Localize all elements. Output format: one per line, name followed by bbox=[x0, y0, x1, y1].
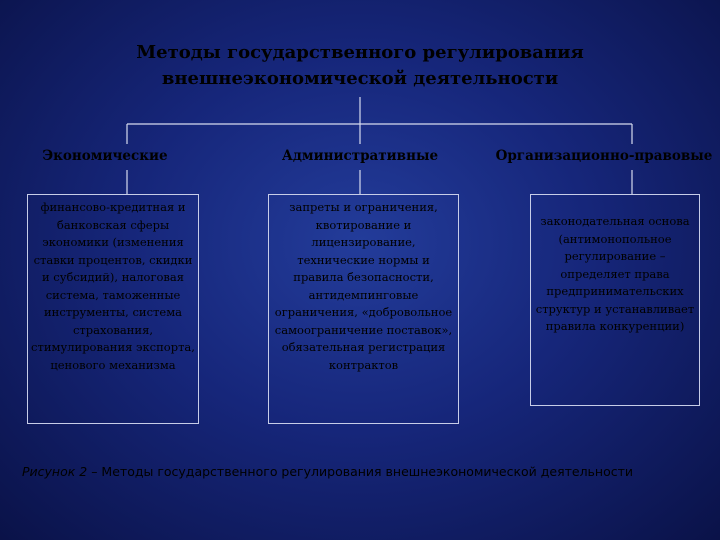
caption-figure-label: Рисунок 2 bbox=[22, 464, 88, 479]
title-line-2: внешнеэкономической деятельности bbox=[161, 68, 559, 89]
figure-caption bbox=[22, 464, 702, 479]
heading-administrative: Административные bbox=[281, 148, 439, 164]
caption-text: – Методы государственного регулирования внешнеэкономической деятельности bbox=[87, 464, 634, 479]
heading-economic: Экономические bbox=[42, 148, 168, 164]
box-administrative: запреты и ограничения, квотирование и лицензирование, технические нормы и правила безопасности, антидемпинговые ограничения, «добровольное самоограничение поставок», обязательная регистрация контрактов bbox=[268, 194, 459, 424]
box-organizational-legal: законодательная основа (антимонопольное регулирование – определяет права предпринимательских структур и устанавливает правила конкуренции) bbox=[530, 194, 700, 406]
box-economic: финансово-кредитная и банковская сферы экономики (изменения ставки процентов, скидки и субсидий), налоговая система, таможенные инструменты, система страхования, стимулирования экспорта, ценового механизма bbox=[27, 194, 199, 424]
diagram-title bbox=[60, 40, 660, 92]
heading-organizational-legal: Организационно-правовые bbox=[495, 148, 713, 164]
title-line-1: Методы государственного регулирования bbox=[136, 42, 584, 63]
